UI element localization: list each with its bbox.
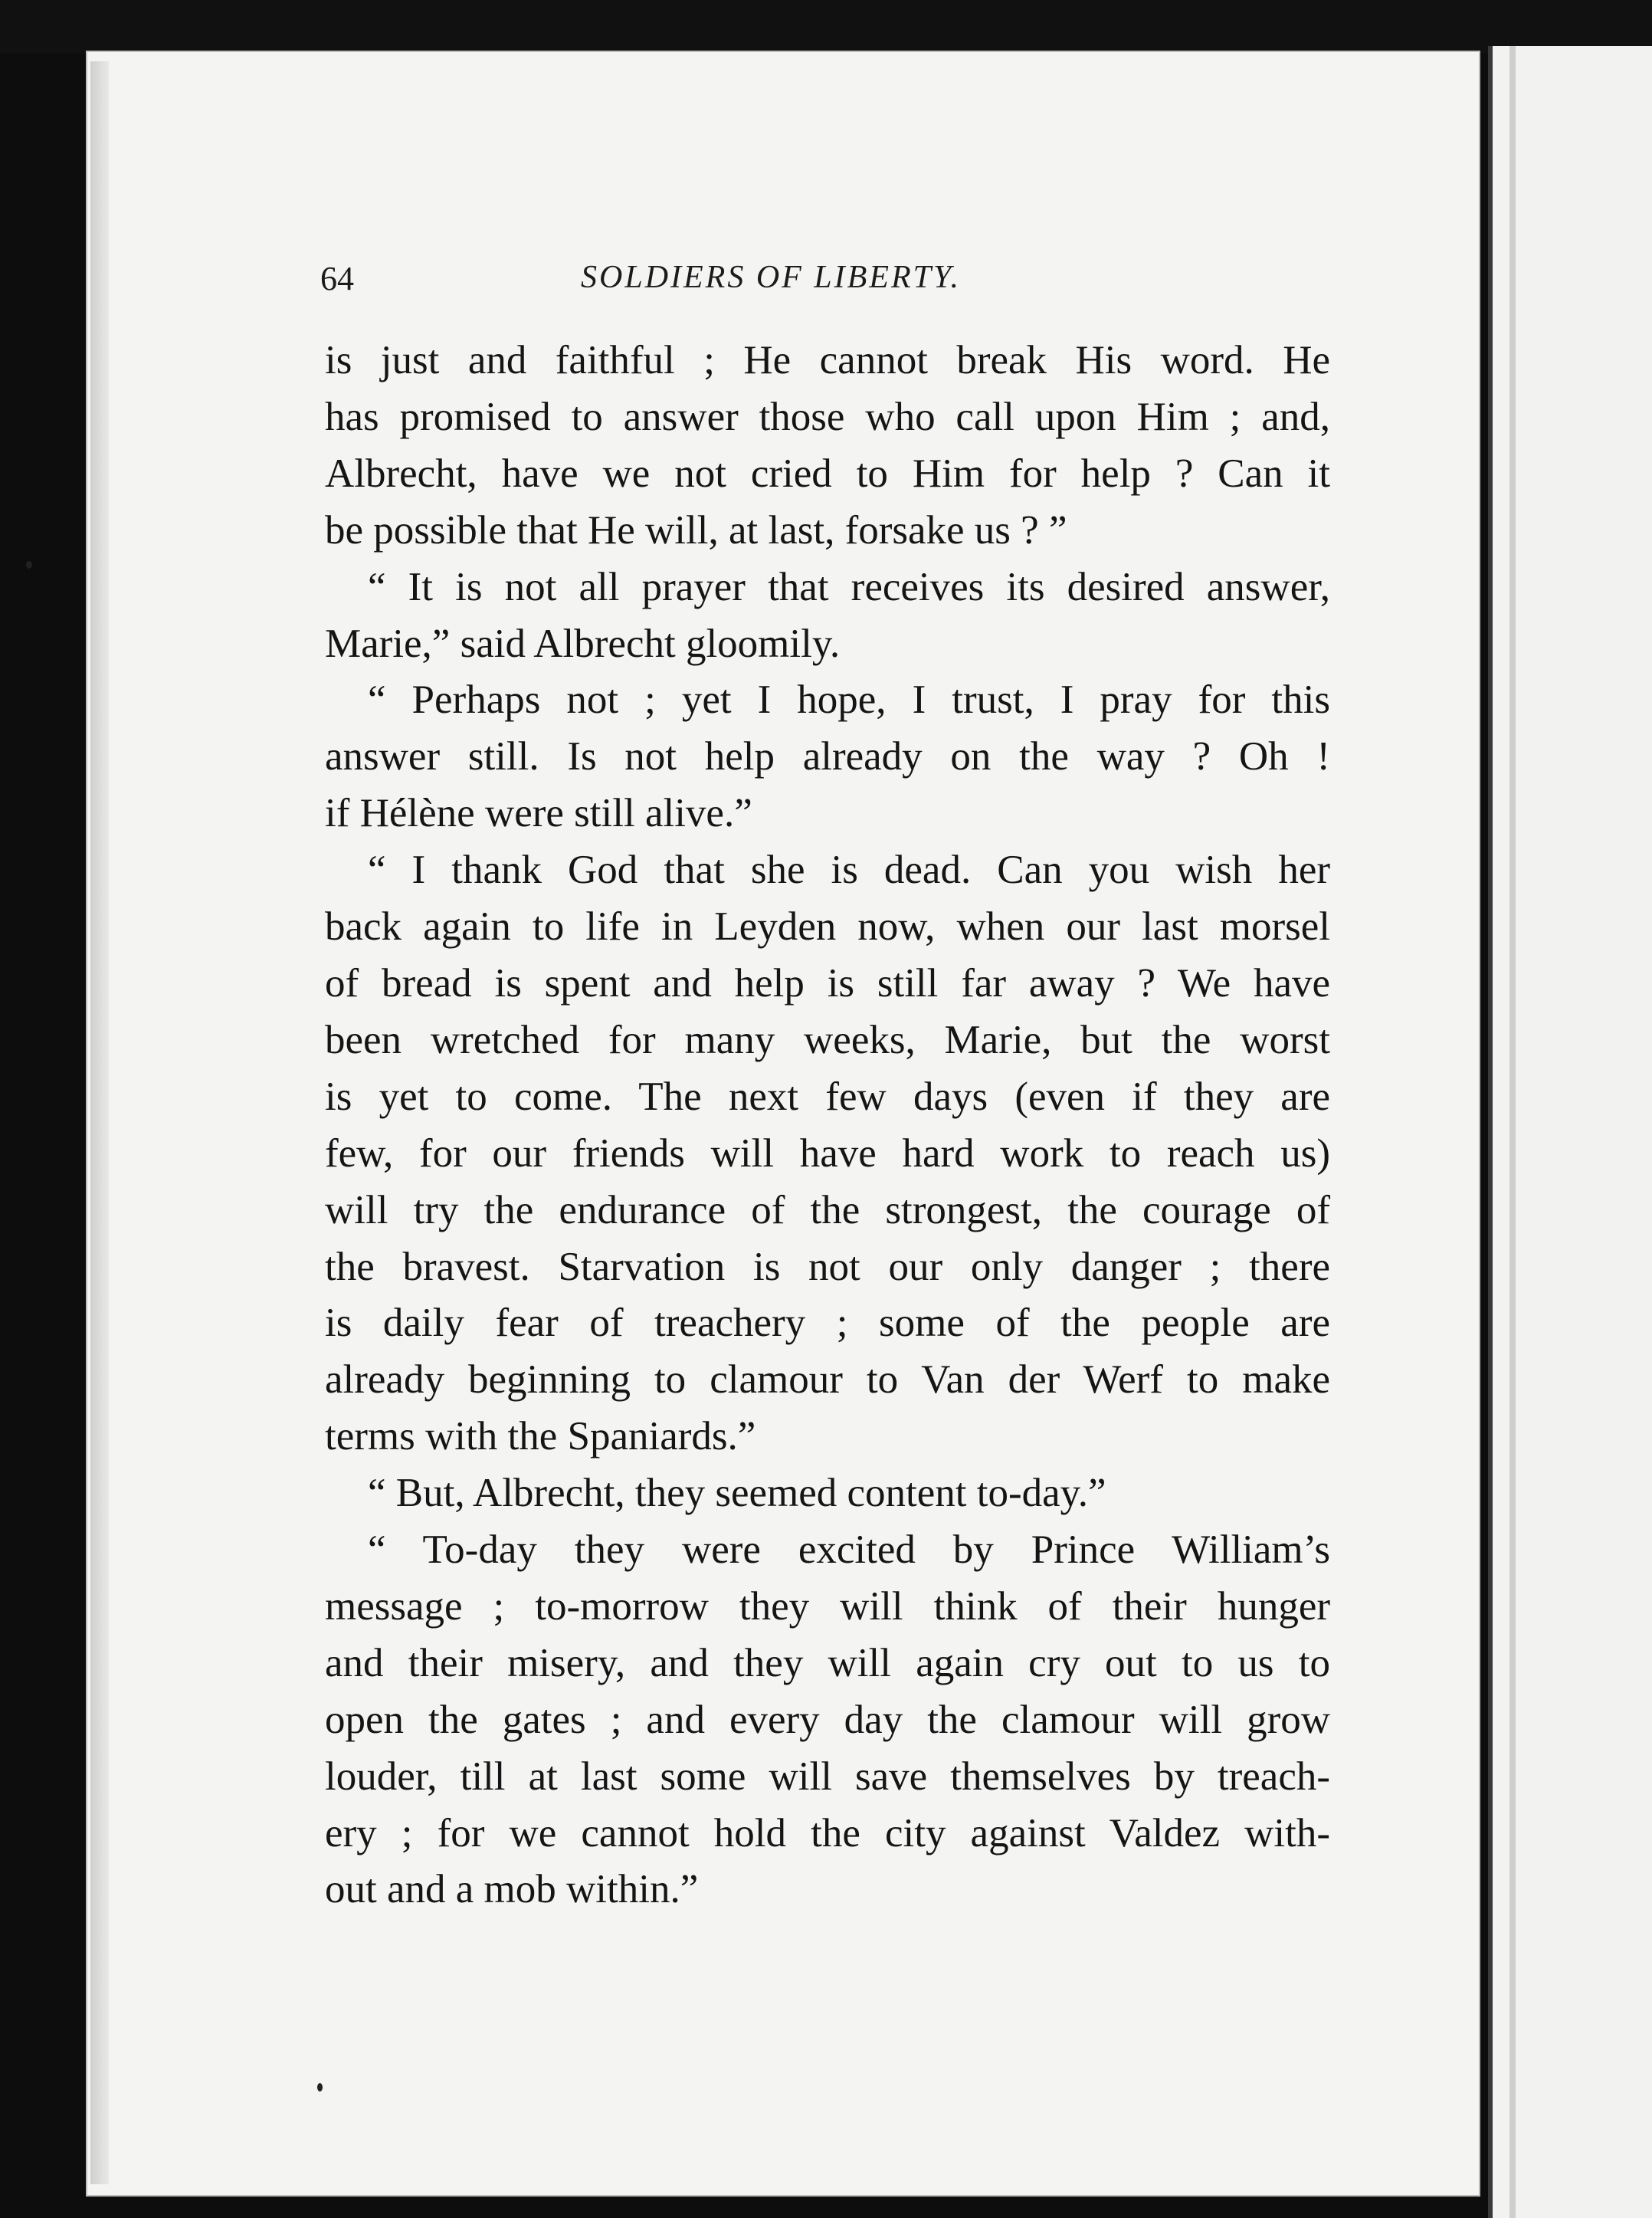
text-line: and their misery, and they will again cry out to us to	[325, 1640, 1330, 1685]
text-line: message ; to-morrow they will think of their hunger	[325, 1583, 1330, 1629]
text-line: “ It is not all prayer that receives its desired answer,	[368, 564, 1330, 609]
text-line: “ Perhaps not ; yet I hope, I trust, I pray for this	[368, 678, 1330, 723]
text-line: has promised to answer those who call upon Him ; and,	[325, 394, 1330, 439]
text-line: terms with the Spaniards.”	[325, 1414, 756, 1459]
text-line: few, for our friends will have hard work to reach us)	[325, 1130, 1330, 1176]
text-line: of bread is spent and help is still far away ? We have	[325, 960, 1330, 1006]
text-line: ery ; for we cannot hold the city against Valdez with-	[325, 1810, 1330, 1855]
text-line: is just and faithful ; He cannot break His word. He	[325, 338, 1330, 382]
text-line: been wretched for many weeks, Marie, but the worst	[325, 1017, 1330, 1062]
text-line: “ I thank God that she is dead. Can you wish her	[368, 848, 1330, 893]
text-line: out and a mob within.”	[325, 1867, 699, 1912]
text-line: is yet to come. The next few days (even if they are	[325, 1074, 1330, 1119]
page-number: 64	[320, 260, 354, 297]
text-line: open the gates ; and every day the clamour will grow	[325, 1697, 1330, 1742]
scan-background	[0, 0, 1652, 54]
scan-speck	[26, 561, 32, 569]
text-line: the bravest. Starvation is not our only danger ; there	[325, 1244, 1330, 1289]
page-header	[320, 259, 1339, 313]
text-line: if Hélène were still alive.”	[325, 791, 752, 836]
text-line: Marie,” said Albrecht gloomily.	[325, 621, 841, 666]
scan-speck	[317, 2083, 323, 2092]
text-line: “ To-day they were excited by Prince William’s	[368, 1527, 1330, 1573]
text-line: is daily fear of treachery ; some of the people are	[325, 1301, 1330, 1346]
text-line: already beginning to clamour to Van der Werf to make	[325, 1357, 1330, 1403]
running-title: SOLDIERS OF LIBERTY.	[581, 260, 961, 295]
facing-page-gutter	[1509, 46, 1516, 2218]
text-line: be possible that He will, at last, forsake us ? ”	[325, 507, 1067, 553]
text-line: will try the endurance of the strongest, the courage of	[325, 1187, 1330, 1232]
text-line: answer still. Is not help already on the way ? Oh !	[325, 734, 1330, 779]
text-line: Albrecht, have we not cried to Him for help ? Can it	[325, 451, 1330, 496]
text-line: louder, till at last some will save themselves by treach-	[325, 1754, 1330, 1799]
page-binding-edge	[90, 61, 109, 2184]
body-text	[325, 333, 1330, 1918]
text-line: “ But, Albrecht, they seemed content to-day.”	[368, 1471, 1106, 1516]
text-line: back again to life in Leyden now, when our last morsel	[325, 904, 1330, 950]
